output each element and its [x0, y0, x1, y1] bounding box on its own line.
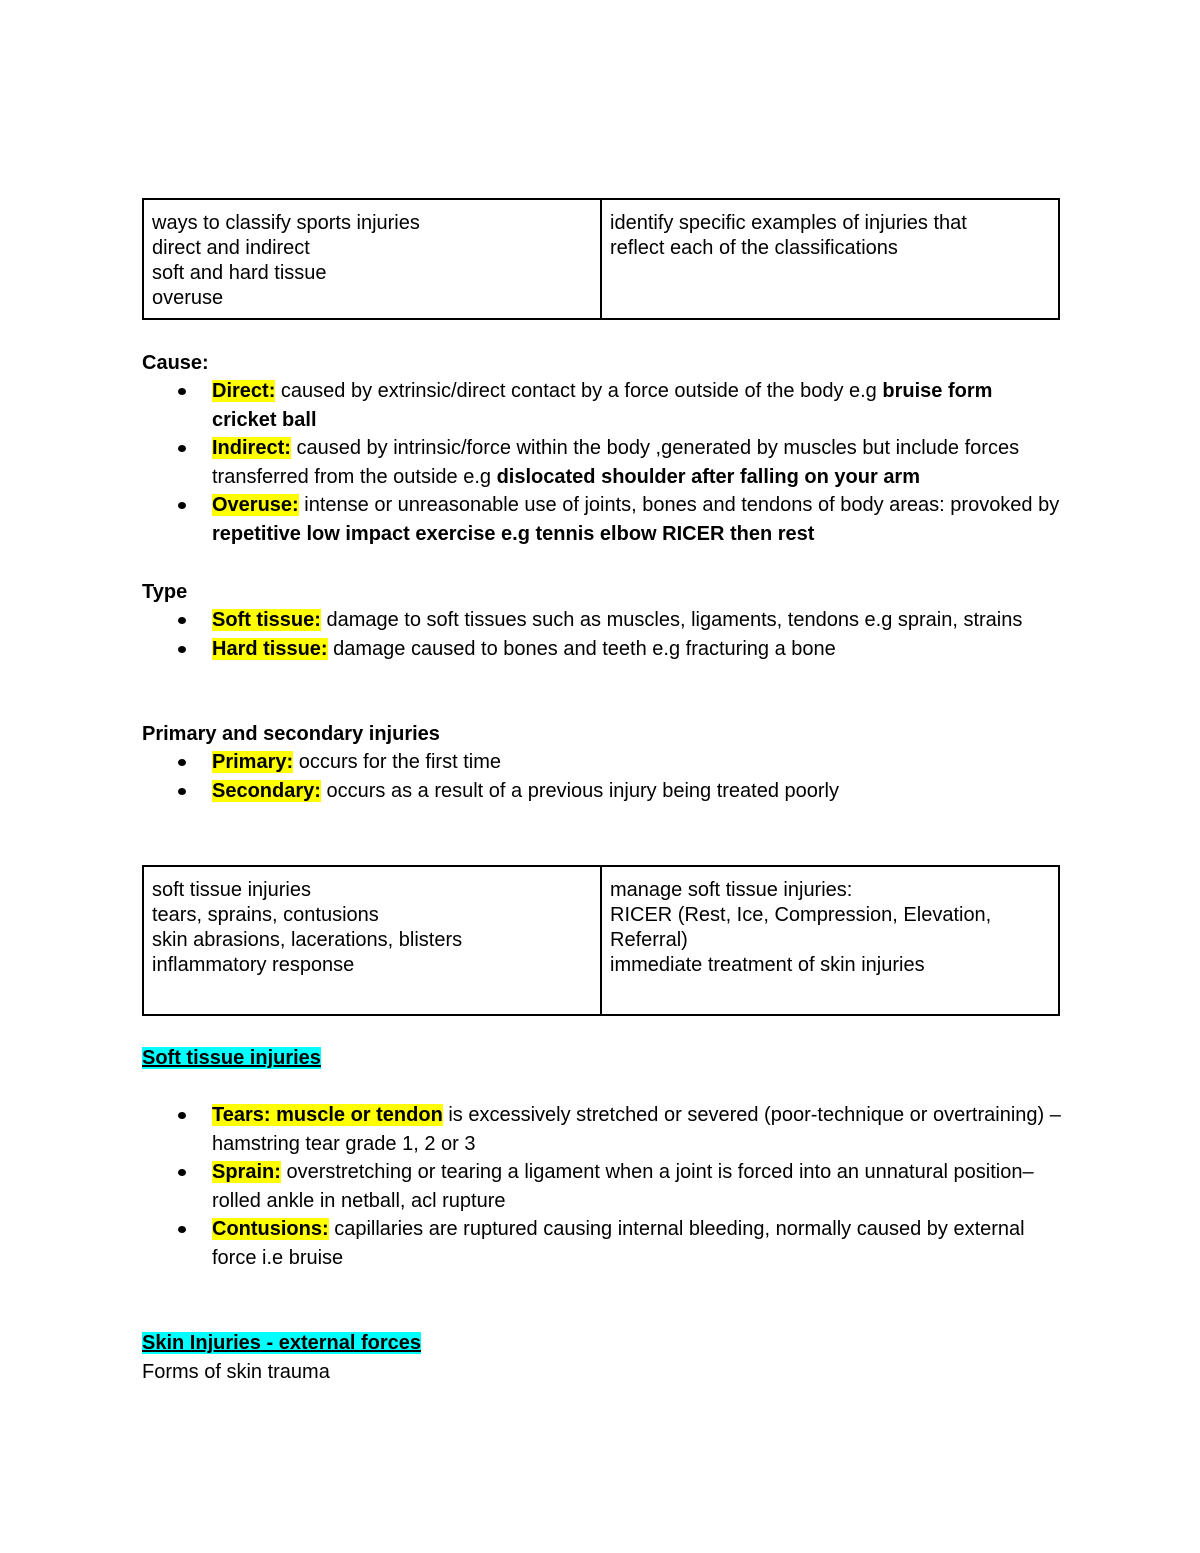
- skin-injuries-heading: [142, 1329, 421, 1357]
- list-item: [142, 1215, 1062, 1272]
- item-text: occurs as a result of a previous injury being treated poorly: [320, 779, 839, 802]
- soft-tissue-list: [142, 1101, 1062, 1272]
- item-label: Sprain:: [212, 1161, 281, 1183]
- classification-right-cell: [600, 200, 1058, 318]
- item-label: Hard tissue:: [212, 637, 328, 660]
- list-item: [142, 1101, 1062, 1158]
- item-text: caused by extrinsic/direct contact by a force outside of the body e.g: [275, 380, 883, 402]
- classification-table: [142, 198, 1060, 320]
- cause-heading: Cause:: [142, 352, 209, 374]
- bullet-icon: [178, 788, 186, 795]
- bullet-icon: [178, 1226, 186, 1233]
- soft-tissue-heading-text: Soft tissue injuries: [142, 1047, 321, 1069]
- list-item: [142, 377, 1062, 434]
- type-list: [142, 606, 1062, 663]
- list-item: [142, 748, 1062, 777]
- item-example: bruise form cricket ball: [212, 380, 993, 431]
- item-label: Primary:: [212, 751, 294, 773]
- item-label: Soft tissue:: [212, 609, 321, 631]
- bullet-icon: [178, 388, 186, 395]
- soft-tissue-right-cell: [600, 867, 1058, 1014]
- bullet-icon: [178, 1169, 186, 1176]
- table-line: inflammatory response: [152, 954, 355, 976]
- list-item: [142, 434, 1062, 491]
- item-label: Secondary:: [212, 779, 321, 802]
- item-example: repetitive low impact exercise e.g tennis elbow RICER then rest: [212, 522, 815, 545]
- bullet-icon: [178, 617, 186, 624]
- item-label: Overuse:: [212, 494, 299, 516]
- table-line: soft tissue injuries: [152, 879, 311, 901]
- table-line: manage soft tissue injuries:: [610, 879, 853, 901]
- bullet-icon: [178, 1112, 186, 1119]
- item-label: Tears: muscle or tendon: [212, 1104, 443, 1126]
- bullet-icon: [178, 445, 186, 452]
- item-label: Direct:: [212, 380, 276, 402]
- item-text: damage caused to bones and teeth e.g fracturing a bone: [327, 637, 836, 660]
- skin-trauma-text: Forms of skin trauma: [142, 1361, 330, 1383]
- table-line: skin abrasions, lacerations, blisters: [152, 929, 463, 951]
- table-line: identify specific examples of injuries that: [610, 212, 967, 234]
- primary-secondary-heading: Primary and secondary injuries: [142, 723, 440, 745]
- skin-injuries-heading-text: Skin Injuries - external forces: [142, 1332, 421, 1354]
- list-item: [142, 777, 1062, 806]
- item-text: caused by intrinsic/force within the body ,generated by muscles but include forces transferred from the outside e.g: [212, 437, 1020, 488]
- bullet-icon: [178, 759, 186, 766]
- item-text: is excessively stretched or severed (poor-technique or overtraining) – hamstring tear grade 1, 2 or 3: [212, 1104, 1061, 1155]
- primary-secondary-list: [142, 748, 1062, 805]
- list-item: [142, 606, 1062, 635]
- soft-tissue-heading: [142, 1044, 321, 1072]
- table-line: RICER (Rest, Ice, Compression, Elevation,: [610, 904, 992, 926]
- item-example: dislocated shoulder after falling on your arm: [496, 465, 921, 488]
- classification-left-cell: [144, 200, 600, 318]
- list-item: [142, 1158, 1062, 1215]
- table-line: ways to classify sports injuries: [152, 212, 420, 234]
- item-text: capillaries are ruptured causing internal bleeding, normally caused by external force i.e bruise: [212, 1218, 1025, 1269]
- table-line: tears, sprains, contusions: [152, 904, 379, 926]
- table-line: Referral): [610, 929, 688, 951]
- item-text: intense or unreasonable use of joints, bones and tendons of body areas: provoked by: [298, 494, 1060, 516]
- table-line: reflect each of the classifications: [610, 237, 898, 259]
- item-label: Contusions:: [212, 1218, 329, 1240]
- list-item: [142, 491, 1062, 548]
- list-item: [142, 635, 1062, 664]
- item-text: occurs for the first time: [293, 751, 501, 773]
- item-label: Indirect:: [212, 437, 291, 459]
- type-heading: Type: [142, 581, 188, 603]
- item-text: overstretching or tearing a ligament when a joint is forced into an unnatural position– rolled ankle in netball, acl rupture: [212, 1161, 1034, 1212]
- cause-list: [142, 377, 1062, 548]
- bullet-icon: [178, 502, 186, 509]
- bullet-icon: [178, 646, 186, 653]
- table-line: direct and indirect: [152, 237, 310, 259]
- table-line: overuse: [152, 287, 224, 309]
- table-line: soft and hard tissue: [152, 262, 327, 284]
- soft-tissue-table: [142, 865, 1060, 1016]
- table-line: immediate treatment of skin injuries: [610, 954, 925, 976]
- item-text: damage to soft tissues such as muscles, ligaments, tendons e.g sprain, strains: [320, 609, 1023, 631]
- soft-tissue-left-cell: [144, 867, 600, 1014]
